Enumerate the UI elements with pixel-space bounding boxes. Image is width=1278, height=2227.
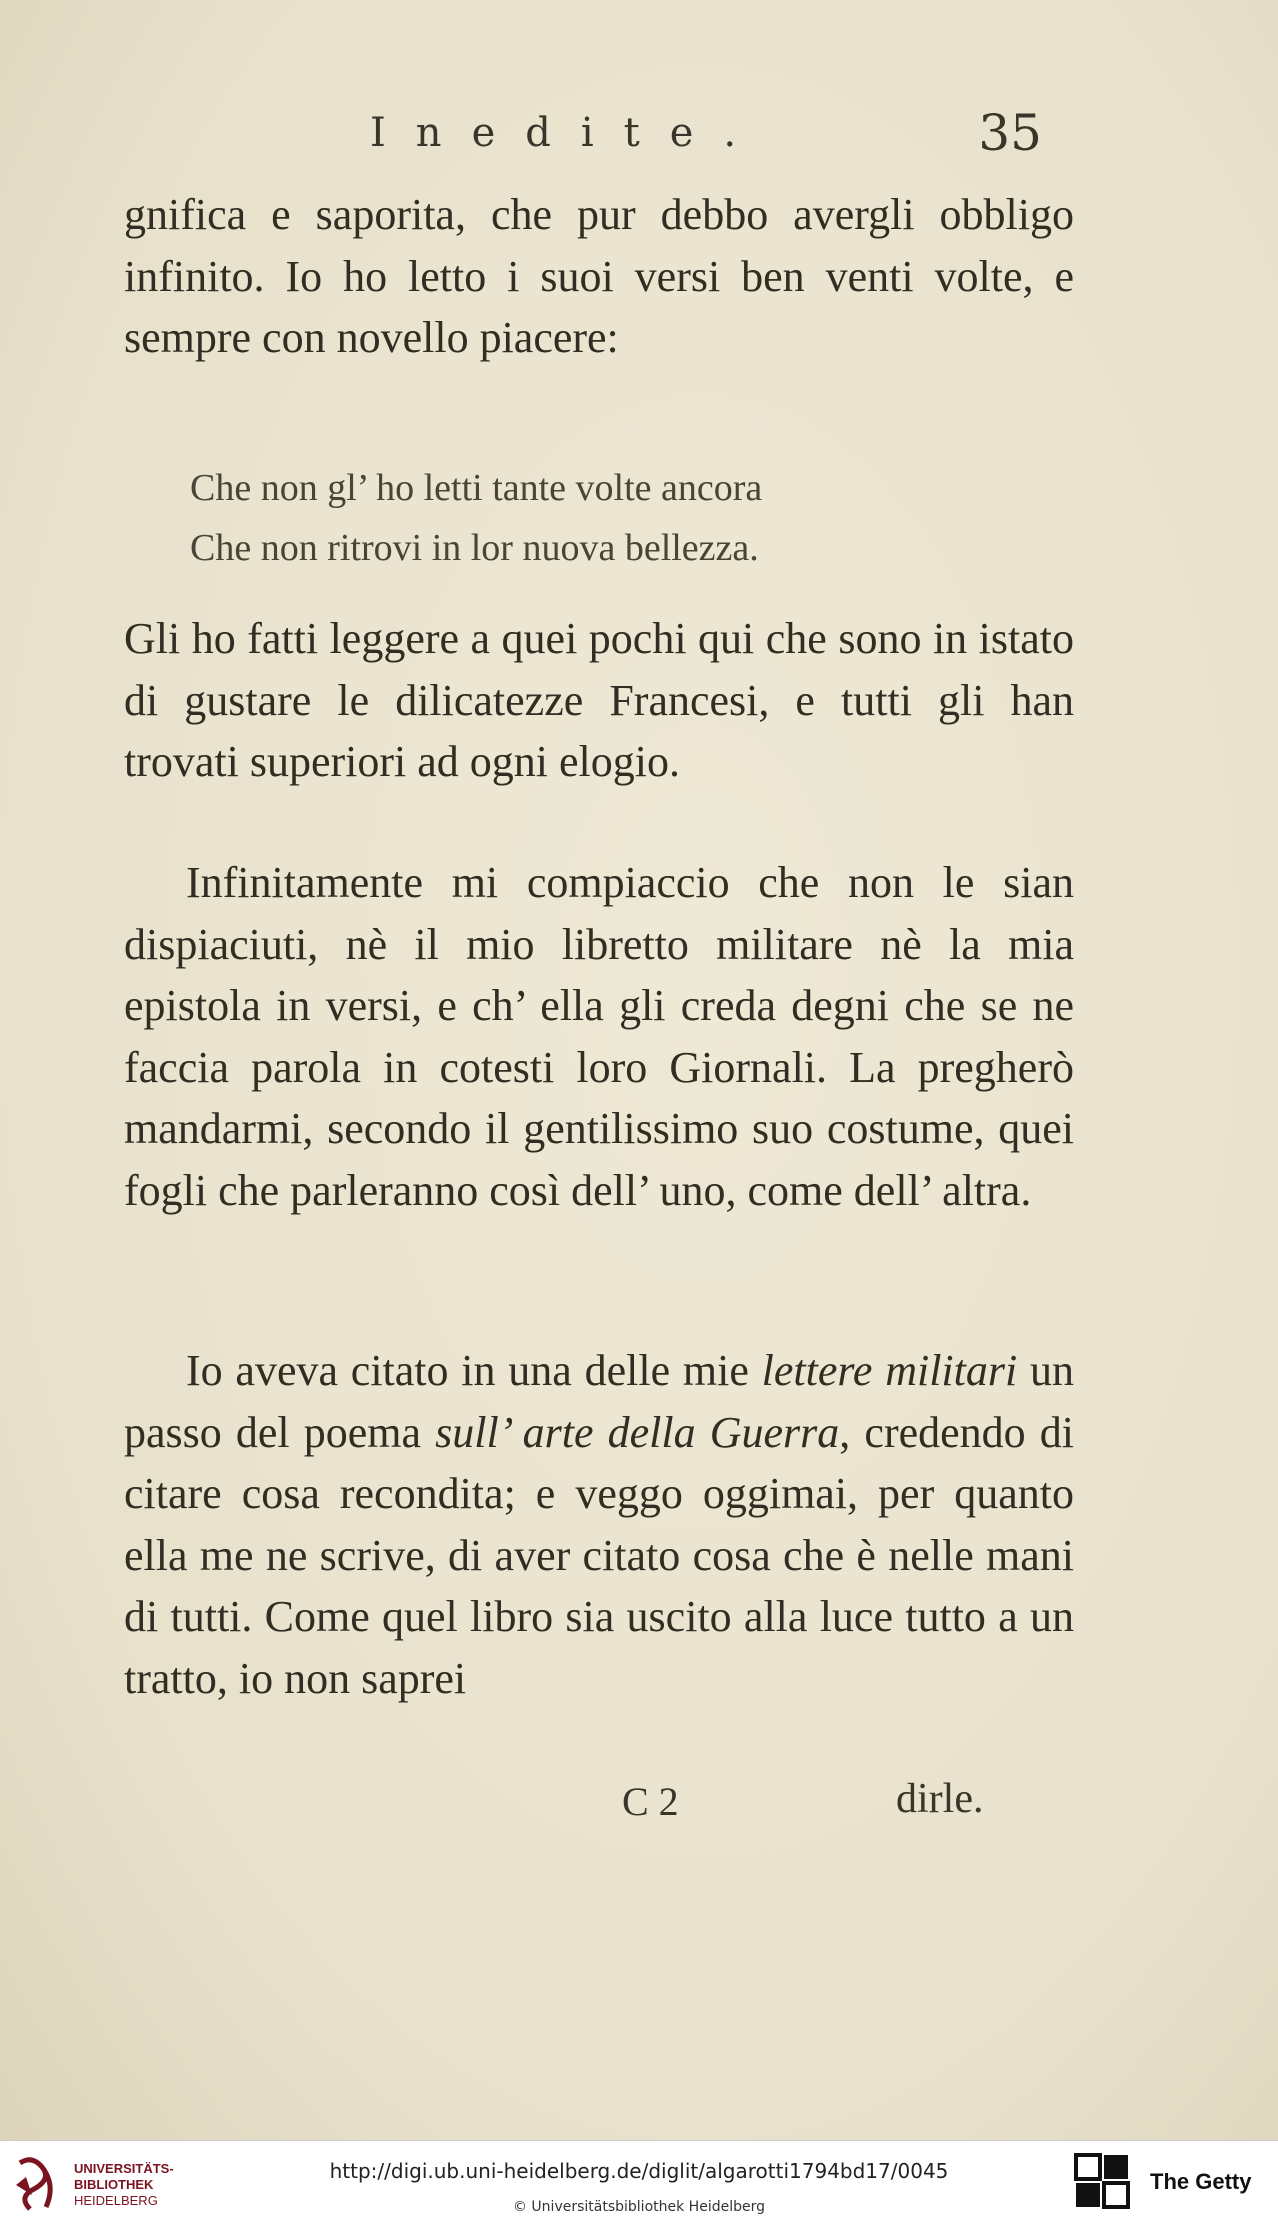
partner-name[interactable]: The Getty xyxy=(1150,2169,1252,2194)
verse-line-1: Che non gl’ ho letti tante volte ancora xyxy=(190,467,763,509)
page-number: 35 xyxy=(978,104,1042,162)
paragraph-4-text-a: Io aveva citato in una delle mie xyxy=(186,1346,762,1395)
signature-mark: C 2 xyxy=(622,1779,679,1824)
paragraph-4-italic-arte: sull’ arte della Guerra xyxy=(435,1407,840,1457)
paragraph-4-text-b: un passo del poema xyxy=(124,1346,1075,1457)
paragraph-4-italic-lettere: lettere militari xyxy=(761,1346,1018,1395)
verse-line-2: Che non ritrovi in lor nuova bellezza. xyxy=(190,527,759,569)
library-line-2: BIBLIOTHEK xyxy=(74,2177,154,2192)
paragraph-2: Gli ho fatti leggere a quei pochi qui che sono in istato di gustare le dilicatezze Francesi, e tutti gli han trovati superiori ad ogni elogio. xyxy=(124,614,1074,786)
paragraph-4 xyxy=(124,1340,1074,1709)
getty-logo-icon xyxy=(1074,2153,1130,2213)
permalink-url[interactable]: http://digi.ub.uni-heidelberg.de/diglit/algarotti1794bd17/0045 xyxy=(329,2159,949,2183)
library-line-1: UNIVERSITÄTS- xyxy=(74,2161,174,2176)
copyright-notice: © Universitätsbibliothek Heidelberg xyxy=(512,2199,765,2215)
verse-quote xyxy=(190,458,1050,578)
viewer-footer xyxy=(0,2140,1278,2227)
paragraph-4-text-c: , credendo di citare cosa recondita; e veggo oggimai, per quanto ella me ne scrive, di aver citato cosa che è nelle mani di tutti. Come quel libro sia uscito alla luce tutto a un tratto, io non saprei xyxy=(124,1407,1074,1703)
catchword: dirle. xyxy=(896,1776,984,1822)
running-head: Inedite. xyxy=(370,110,767,156)
paragraph-1: gnifica e saporita, che pur debbo avergli obbligo infinito. Io ho letto i suoi versi ben venti volte, e sempre con novello piacere: xyxy=(124,190,1074,362)
library-line-3: HEIDELBERG xyxy=(74,2193,158,2208)
paragraph-3: Infinitamente mi compiaccio che non le sian dispiaciuti, nè il mio libretto militare nè la mia epistola in versi, e ch’ ella gli creda degni che se ne faccia parola in cotesti loro Giornali. La pregherò mandarmi, secondo il gentilissimo suo costume, quei fogli che parleranno così dell’ uno, come dell’ altra. xyxy=(124,858,1074,1215)
